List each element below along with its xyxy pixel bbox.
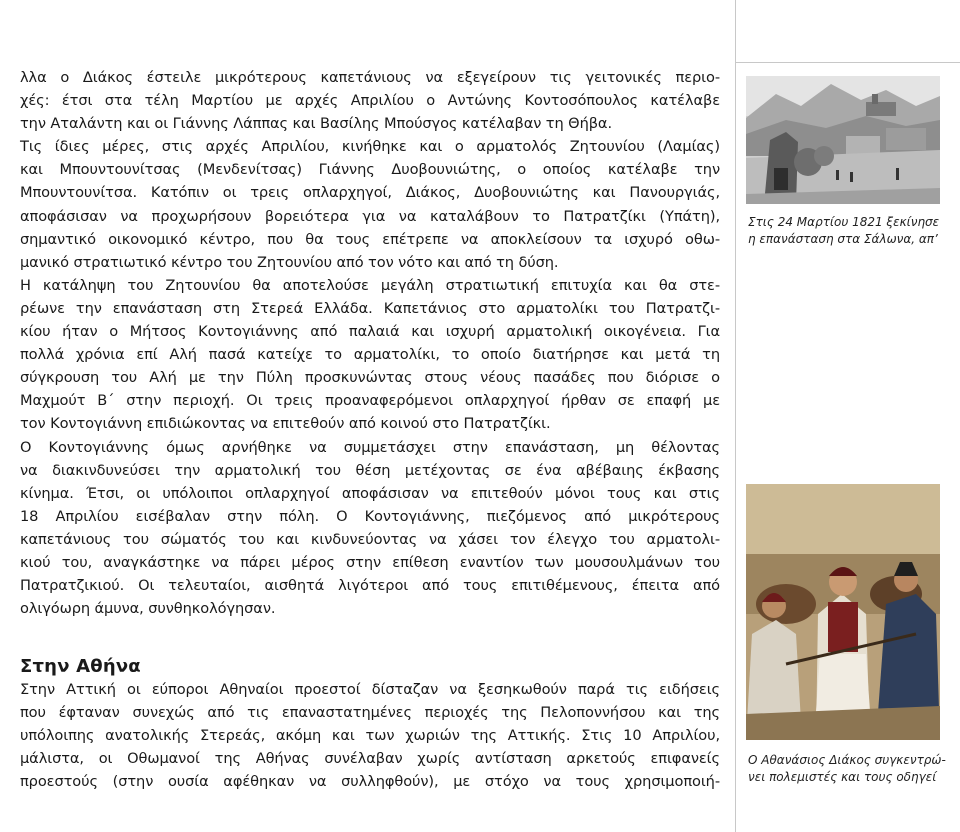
text-line: που έφταναν συνεχώς από τις επαναστατημένες περιοχές της Πελοποννήσου και της bbox=[20, 704, 720, 722]
text-line: Τις ίδιες μέρες, στις αρχές Απριλίου, κινήθηκε και ο αρματολός Ζητουνίου (Λαμίας) bbox=[20, 138, 720, 156]
text-line: κιού του, αναγκάστηκε να πάρει μέρος στην επίθεση εναντίον των μουσουλμάνων του bbox=[20, 553, 720, 571]
text-line: σημαντικό οικονομικό κέντρο, που θα τους επέτρεπε να αποκλείσουν τα ισχυρό οθω- bbox=[20, 230, 720, 248]
caption-line: η επανάσταση στα Σάλωνα, απ’ bbox=[748, 232, 938, 246]
text-line: ολιγόωρη άμυνα, συνθηκολόγησαν. bbox=[20, 600, 276, 618]
text-line: και Μπουντουνίτσας (Μενδενίτσας) Γιάννης Δυοβουνιώτης, ο οποίος κατέλαβε την bbox=[20, 161, 720, 179]
paragraph-3 bbox=[20, 436, 720, 621]
text-line: λλα ο Διάκος έστειλε μικρότερους καπετάνιους να εξεγείρουν τις γειτονικές περιο- bbox=[20, 69, 720, 86]
text-line: πολλά χρόνια επί Αλή πασά κατείχε το αρματολίκι, το οποίο διατήρησε και μετά τη bbox=[20, 346, 720, 364]
paragraph-1 bbox=[20, 66, 720, 274]
paragraph-2 bbox=[20, 274, 720, 436]
section-athens-text bbox=[20, 678, 720, 793]
text-line: υπόλοιπης ανατολικής Στερεάς, ακόμη και των χωριών της Αττικής. Στις 10 Απριλίου, bbox=[20, 727, 720, 745]
text-line: την Αταλάντη και οι Γιάννης Λάππας και Βασίλης Μπούσγος κατέλαβαν τη Θήβα. bbox=[20, 115, 612, 133]
painting-diakos-image bbox=[746, 484, 940, 740]
text-line: Μπουντουνίτσα. Κατόπιν οι τρεις οπλαρχηγοί, Διάκος, Δυοβουνιώτης και Πανουργιάς, bbox=[20, 184, 720, 202]
text-line: χές: έτσι στα τέλη Μαρτίου με αρχές Απριλίου ο Αντώνης Κοντοσόπουλος κατέλαβε bbox=[20, 92, 720, 110]
text-line: σύγκρουση του Αλή με την Πύλη προσκυνώντας στους νέους πασάδες που διόρισε ο bbox=[20, 369, 720, 387]
caption-line: Στις 24 Μαρτίου 1821 ξεκίνησε bbox=[748, 215, 940, 229]
caption-line: νει πολεμιστές και τους οδηγεί bbox=[748, 770, 937, 784]
caption-line: Ο Αθανάσιος Διάκος συγκεντρώ- bbox=[748, 753, 946, 767]
sidebar-top-rule bbox=[735, 62, 960, 63]
text-line: να διακινδυνεύσει την αρματολική του θέση μετέχοντας σε ένα αβέβαιης έκβασης bbox=[20, 461, 720, 479]
text-line: Η κατάληψη του Ζητουνίου θα αποτελούσε μεγάλη στρατιωτική επιτυχία και θα στε- bbox=[20, 276, 720, 294]
text-line: καπετάνιους του σώματός του και κινδυνεύοντας να χάσει τον έλεγχο του αρματολι- bbox=[20, 530, 720, 548]
text-line: Μαχμούτ Β΄ στην περιοχή. Οι τρεις προαναφερόμενοι οπλαρχηγοί ήρθαν σε επαφή με bbox=[20, 392, 720, 410]
text-line: μανικό στρατιωτικό κέντρο του Ζητουνίου από τον νότο και από τη δύση. bbox=[20, 253, 559, 271]
text-line: αποφάσισαν να προχωρήσουν βορειότερα για να καταλάβουν το Πατρατζίκι (Υπάτη), bbox=[20, 207, 720, 225]
caption-diakos bbox=[748, 752, 952, 786]
text-line: τον Κοντογιάννη επιδιώκοντας να επιτεθούν από κοινού στο Πατρατζίκι. bbox=[20, 415, 551, 433]
main-text-column bbox=[20, 66, 720, 620]
text-line: Ο Κοντογιάννης όμως αρνήθηκε να συμμετάσχει στην επανάσταση, μη θέλοντας bbox=[20, 438, 720, 456]
caption-salona bbox=[748, 214, 952, 248]
text-line: ρέωνε την επανάσταση στη Στερεά Ελλάδα. Καπετάνιος στο αρματολίκι του Πατρατζι- bbox=[20, 299, 720, 317]
text-line: μάλιστα, οι Οθωμανοί της Αθήνας συνέλαβαν χωρίς αντίσταση αρκετούς επιφανείς bbox=[20, 750, 720, 768]
section-heading: Στην Αθήνα bbox=[20, 656, 141, 677]
text-line: 18 Απριλίου εισέβαλαν στην πόλη. Ο Κοντογιάννης, πιεζόμενος από μικρότερους bbox=[20, 507, 720, 525]
text-line: Στην Αττική οι εύποροι Αθηναίοι προεστοί δίσταζαν να ξεσηκωθούν παρά τις ειδήσεις bbox=[20, 681, 720, 698]
text-line: προεστούς (στην ουσία αφέθηκαν να συλληφθούν), με στόχο να τους χρησιμοποιή- bbox=[20, 773, 720, 791]
text-line: κίνημα. Έτσι, οι υπόλοιποι οπλαρχηγοί αποφάσισαν να επιτεθούν μόνοι τους και στις bbox=[20, 484, 720, 502]
text-line: Πατρατζικιού. Οι τελευταίοι, αισθητά λιγότεροι από τους επιτιθέμενους, έπειτα από bbox=[20, 577, 720, 595]
column-divider bbox=[735, 0, 736, 832]
text-line: κίου ήταν ο Μήτσος Κοντογιάννης από παλαιά και ισχυρή αρματολική οικογένεια. Για bbox=[20, 323, 720, 341]
town-engraving-image bbox=[746, 76, 940, 204]
